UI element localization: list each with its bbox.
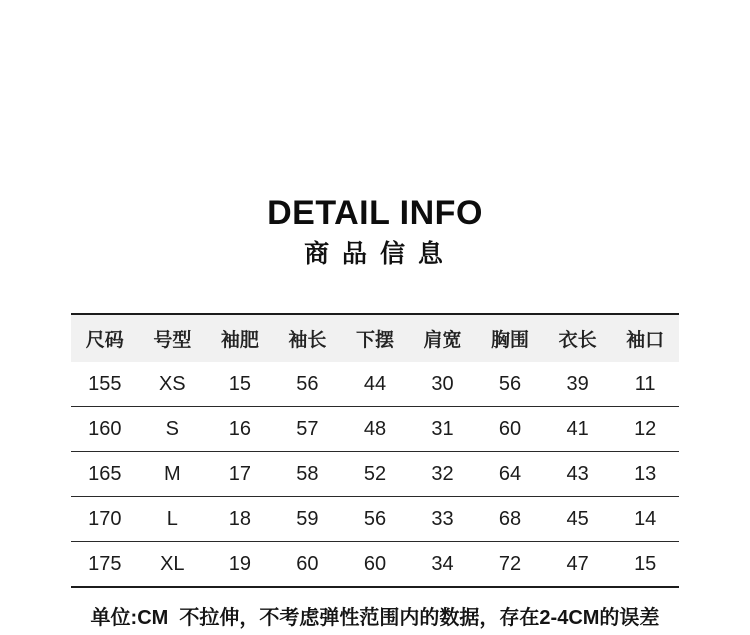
table-cell: 39 (544, 362, 612, 407)
table-cell: XL (160, 552, 185, 575)
table-cell: XS (139, 362, 207, 407)
table-cell: 31 (409, 407, 477, 452)
table-cell: 57 (274, 407, 342, 452)
table-cell: S (139, 407, 207, 452)
table-row (71, 407, 679, 452)
table-cell: 60 (476, 407, 544, 452)
table-cell: 12 (611, 407, 679, 452)
table-cell: 47 (566, 552, 589, 575)
table-cell: 17 (206, 452, 274, 497)
table-cell: 33 (409, 497, 477, 542)
table-cell: 15 (206, 362, 274, 407)
table-cell: 72 (498, 552, 522, 575)
table-cell: 52 (341, 452, 409, 497)
size-chart-header (71, 314, 679, 362)
table-cell: 30 (409, 362, 477, 407)
table-row (71, 497, 679, 542)
table-cell: 56 (341, 497, 409, 542)
table-cell: 175 (88, 552, 122, 575)
table-cell: 58 (274, 452, 342, 497)
table-cell: 14 (611, 497, 679, 542)
table-cell: 19 (228, 552, 251, 575)
unit-disclaimer-note: 单位:CM 不拉伸，不考虑弹性范围内的数据，存在2-4CM的误差 (90, 607, 660, 629)
table-row (71, 362, 679, 407)
table-header-cell: 尺码 (71, 314, 139, 362)
size-chart-table (71, 313, 679, 588)
table-cell: 56 (476, 362, 544, 407)
table-cell: M (139, 452, 207, 497)
table-cell: 170 (71, 497, 139, 542)
table-cell: 60 (363, 552, 387, 575)
table-cell: 59 (274, 497, 342, 542)
table-cell: 43 (544, 452, 612, 497)
table-cell: 13 (611, 452, 679, 497)
page-subtitle: 商 品 信 息 (304, 240, 446, 268)
table-cell: 34 (431, 552, 454, 575)
table-cell: 16 (206, 407, 274, 452)
table-cell: 165 (71, 452, 139, 497)
table-header-cell: 袖口 (611, 314, 679, 362)
table-header-cell: 肩宽 (409, 314, 477, 362)
table-row (71, 542, 679, 588)
table-header-cell: 袖肥 (206, 314, 274, 362)
table-cell: 160 (71, 407, 139, 452)
table-cell: 15 (634, 552, 657, 575)
table-header-row (71, 314, 679, 362)
table-cell: 32 (409, 452, 477, 497)
table-cell: 60 (296, 552, 319, 575)
table-cell: 11 (611, 362, 679, 407)
table-header-cell: 下摆 (341, 314, 409, 362)
size-chart-body (71, 362, 679, 587)
table-cell: 44 (341, 362, 409, 407)
table-header-cell: 号型 (139, 314, 207, 362)
table-cell: 155 (71, 362, 139, 407)
table-header-cell: 衣长 (544, 314, 612, 362)
page-title: DETAIL INFO (267, 194, 483, 232)
table-cell: 18 (206, 497, 274, 542)
table-cell: 45 (544, 497, 612, 542)
table-cell: 56 (274, 362, 342, 407)
table-cell: 41 (544, 407, 612, 452)
table-cell: 48 (341, 407, 409, 452)
table-header-cell: 胸围 (476, 314, 544, 362)
table-cell: L (139, 497, 207, 542)
table-cell: 68 (476, 497, 544, 542)
table-header-cell: 袖长 (274, 314, 342, 362)
table-cell: 64 (476, 452, 544, 497)
table-row (71, 452, 679, 497)
